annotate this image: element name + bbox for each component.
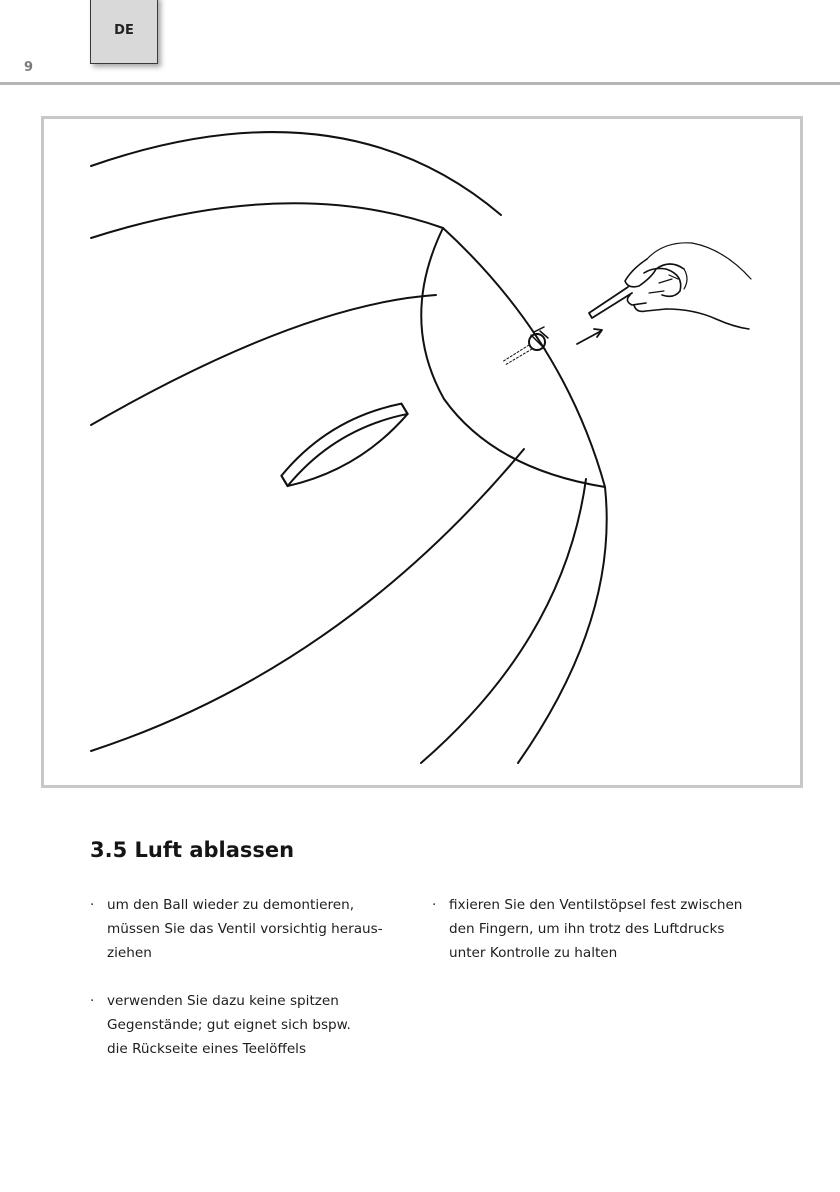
- instructions-column-right: [432, 893, 762, 989]
- bullet-dot: ·: [90, 897, 95, 913]
- seam-line-middle: [91, 295, 436, 425]
- instruction-line: unter Kontrolle zu halten: [449, 945, 618, 961]
- instruction-line: ziehen: [107, 945, 152, 961]
- seam-line-upper: [91, 203, 443, 238]
- section-title: 3.5 Luft ablassen: [90, 838, 295, 862]
- ball-slot-icon: [275, 393, 414, 496]
- hand-icon: [589, 243, 751, 329]
- ball-illustration: [44, 119, 800, 785]
- instruction-line: verwenden Sie dazu keine spitzen: [107, 993, 339, 1009]
- instruction-line: fixieren Sie den Ventilstöpsel fest zwischen: [449, 897, 743, 913]
- instructions-column-left: [90, 893, 410, 1085]
- arrow-icon: [577, 329, 602, 344]
- valve-panel: [421, 228, 605, 487]
- seam-line-lower: [91, 449, 524, 751]
- page-number: 9: [24, 60, 34, 75]
- seam-line-bottom-right: [518, 487, 607, 763]
- language-tab-label: DE: [114, 22, 134, 38]
- valve-icon: [502, 327, 548, 365]
- illustration-frame: [41, 116, 803, 788]
- instruction-line: die Rückseite eines Teelöffels: [107, 1041, 307, 1057]
- bullet-dot: ·: [90, 993, 95, 1009]
- bullet-dot: ·: [432, 897, 437, 913]
- instruction-line: Gegenstände; gut eignet sich bspw.: [107, 1017, 351, 1033]
- language-tab: [90, 0, 158, 64]
- instruction-item: [432, 893, 762, 965]
- instruction-item: [90, 893, 410, 965]
- instruction-item: [90, 989, 410, 1061]
- instruction-line: den Fingern, um ihn trotz des Luftdrucks: [449, 921, 725, 937]
- instruction-line: um den Ball wieder zu demontieren,: [107, 897, 355, 913]
- seam-line-bottom-left: [421, 479, 586, 763]
- header-divider: [0, 82, 840, 85]
- instruction-line: müssen Sie das Ventil vorsichtig heraus-: [107, 921, 383, 937]
